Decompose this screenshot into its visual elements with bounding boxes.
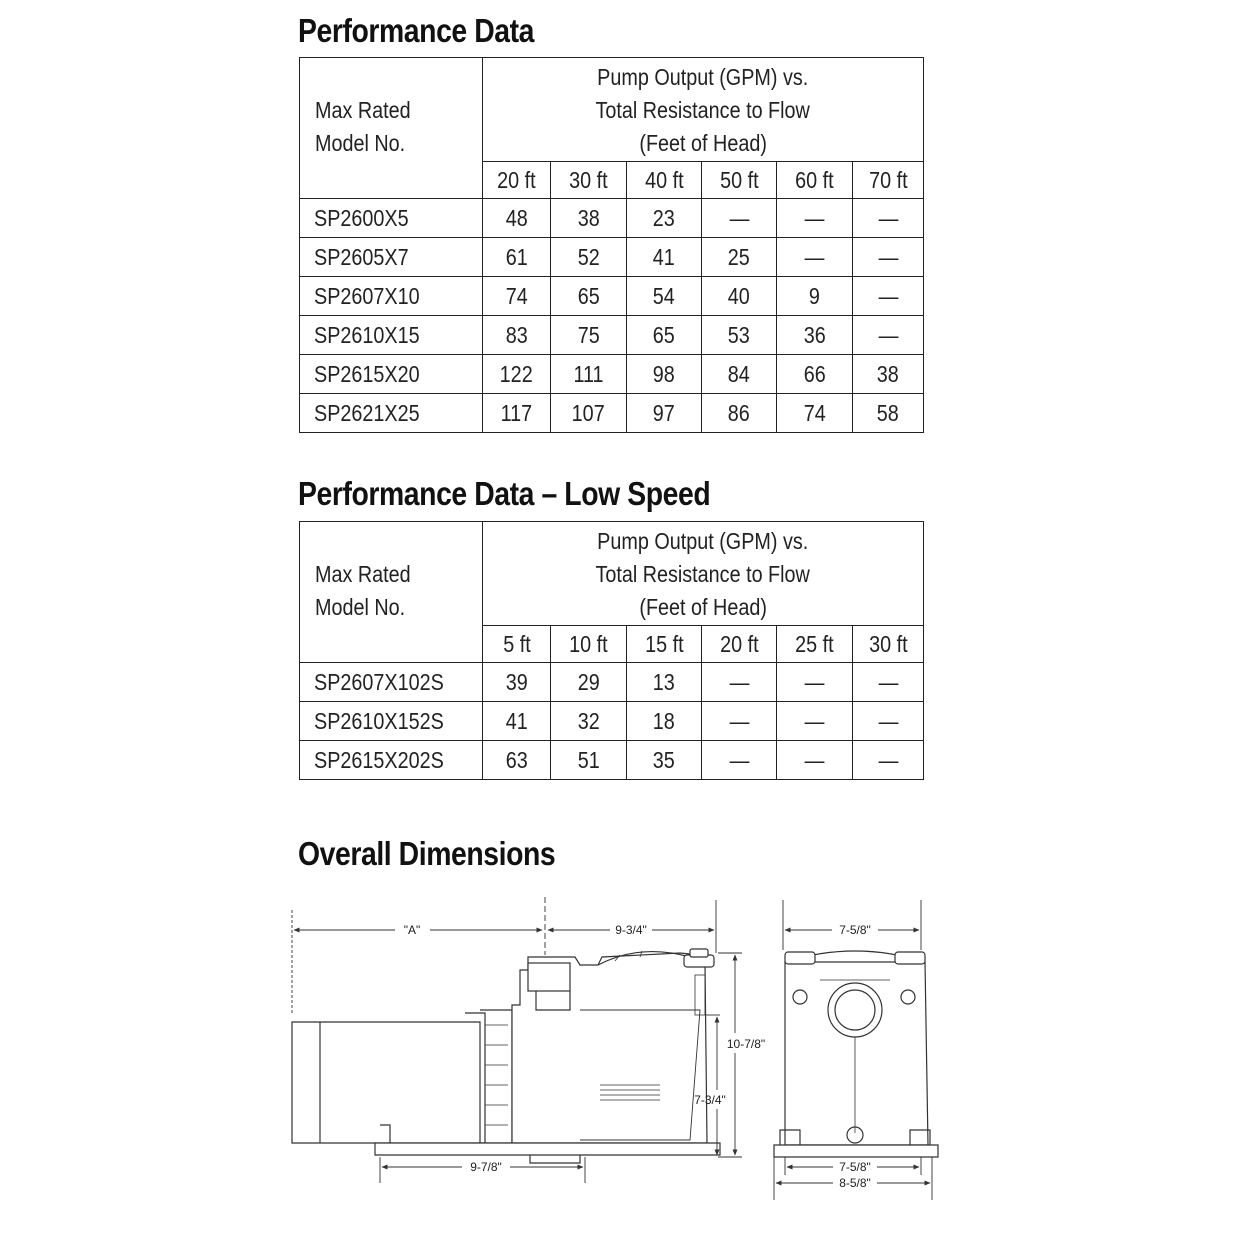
- value-cell: 35: [627, 741, 702, 780]
- value-cell: 75: [551, 316, 627, 355]
- table-row: [300, 199, 924, 238]
- value-cell: —: [777, 238, 853, 277]
- head-column-header: 10 ft: [551, 626, 627, 663]
- value-cell: 52: [551, 238, 627, 277]
- head-column-header: 30 ft: [853, 626, 924, 663]
- head-column-header: 60 ft: [777, 162, 853, 199]
- value-cell: —: [853, 663, 924, 702]
- dim-label-end-base-inner: 7-5/8": [839, 1160, 871, 1174]
- output-group-header: [483, 58, 924, 162]
- dim-label-end-top-width: 7-5/8": [839, 923, 871, 937]
- dim-label-base-length: 9-7/8": [470, 1160, 502, 1174]
- table-row: [300, 238, 924, 277]
- value-cell: 58: [853, 394, 924, 433]
- dim-label-a: "A": [403, 923, 421, 937]
- value-cell: 97: [627, 394, 702, 433]
- model-cell: SP2615X20: [300, 355, 483, 394]
- model-cell: SP2607X102S: [300, 663, 483, 702]
- table-row: [300, 316, 924, 355]
- value-cell: 54: [627, 277, 702, 316]
- table-row: [300, 355, 924, 394]
- value-cell: —: [777, 741, 853, 780]
- value-cell: —: [853, 277, 924, 316]
- value-cell: 32: [551, 702, 627, 741]
- model-header-line-1: Max Rated: [315, 97, 411, 123]
- pump-dimension-drawing: [280, 885, 960, 1215]
- table-row: [300, 663, 924, 702]
- value-cell: 83: [483, 316, 551, 355]
- model-header-line-2: Model No.: [315, 594, 406, 620]
- value-cell: 29: [551, 663, 627, 702]
- model-header-line-2: Model No.: [315, 130, 406, 156]
- value-cell: 39: [483, 663, 551, 702]
- value-cell: 74: [483, 277, 551, 316]
- head-column-header: 20 ft: [483, 162, 551, 199]
- value-cell: —: [777, 663, 853, 702]
- value-cell: 107: [551, 394, 627, 433]
- value-cell: 23: [627, 199, 702, 238]
- value-cell: —: [777, 702, 853, 741]
- value-cell: —: [853, 238, 924, 277]
- dim-label-top-width: 9-3/4": [615, 923, 647, 937]
- value-cell: —: [853, 316, 924, 355]
- group-header-line-1: Pump Output (GPM) vs.: [597, 528, 809, 554]
- performance-data-title: Performance Data: [298, 12, 535, 49]
- value-cell: 122: [483, 355, 551, 394]
- head-column-header: 25 ft: [777, 626, 853, 663]
- value-cell: —: [702, 663, 777, 702]
- value-cell: 36: [777, 316, 853, 355]
- value-cell: 65: [551, 277, 627, 316]
- pump-end-view: [774, 951, 938, 1157]
- value-cell: 53: [702, 316, 777, 355]
- value-cell: 61: [483, 238, 551, 277]
- head-column-header: 70 ft: [853, 162, 924, 199]
- performance-data-low-speed-table: [299, 521, 924, 780]
- value-cell: —: [853, 199, 924, 238]
- performance-data-table: [299, 57, 924, 433]
- model-cell: SP2610X152S: [300, 702, 483, 741]
- model-cell: SP2607X10: [300, 277, 483, 316]
- model-cell: SP2610X15: [300, 316, 483, 355]
- value-cell: 74: [777, 394, 853, 433]
- performance-data-low-speed-title: Performance Data – Low Speed: [298, 475, 711, 512]
- table-row: [300, 741, 924, 780]
- value-cell: 41: [483, 702, 551, 741]
- value-cell: 111: [551, 355, 627, 394]
- value-cell: 117: [483, 394, 551, 433]
- dim-label-height-total: 10-7/8": [726, 1037, 766, 1051]
- pump-side-view: [292, 949, 720, 1163]
- value-cell: —: [777, 199, 853, 238]
- value-cell: 25: [702, 238, 777, 277]
- head-column-header: 5 ft: [483, 626, 551, 663]
- value-cell: 65: [627, 316, 702, 355]
- value-cell: 84: [702, 355, 777, 394]
- head-column-header: 20 ft: [702, 626, 777, 663]
- table-row: [300, 702, 924, 741]
- model-column-header: [300, 522, 483, 663]
- output-group-header: [483, 522, 924, 626]
- dim-label-end-base-outer: 8-5/8": [839, 1176, 871, 1190]
- value-cell: —: [853, 741, 924, 780]
- overall-dimensions-title: Overall Dimensions: [298, 835, 556, 872]
- model-column-header: [300, 58, 483, 199]
- group-header-line-1: Pump Output (GPM) vs.: [597, 64, 809, 90]
- value-cell: —: [853, 702, 924, 741]
- model-cell: SP2605X7: [300, 238, 483, 277]
- value-cell: 18: [627, 702, 702, 741]
- model-cell: SP2600X5: [300, 199, 483, 238]
- head-column-header: 15 ft: [627, 626, 702, 663]
- head-column-header: 40 ft: [627, 162, 702, 199]
- value-cell: 38: [853, 355, 924, 394]
- value-cell: 38: [551, 199, 627, 238]
- value-cell: —: [702, 199, 777, 238]
- value-cell: 40: [702, 277, 777, 316]
- value-cell: —: [702, 741, 777, 780]
- value-cell: 51: [551, 741, 627, 780]
- value-cell: 86: [702, 394, 777, 433]
- value-cell: 66: [777, 355, 853, 394]
- group-header-line-2: Total Resistance to Flow: [595, 97, 811, 123]
- value-cell: 48: [483, 199, 551, 238]
- value-cell: 63: [483, 741, 551, 780]
- model-cell: SP2615X202S: [300, 741, 483, 780]
- head-column-header: 50 ft: [702, 162, 777, 199]
- value-cell: 41: [627, 238, 702, 277]
- model-header-line-1: Max Rated: [315, 561, 411, 587]
- value-cell: —: [702, 702, 777, 741]
- head-column-header: 30 ft: [551, 162, 627, 199]
- dim-label-height-outlet: 7-3/4": [694, 1093, 726, 1107]
- group-header-line-2: Total Resistance to Flow: [595, 561, 811, 587]
- value-cell: 9: [777, 277, 853, 316]
- group-header-line-3: (Feet of Head): [639, 594, 767, 620]
- group-header-line-3: (Feet of Head): [639, 130, 767, 156]
- model-cell: SP2621X25: [300, 394, 483, 433]
- table-row: [300, 394, 924, 433]
- value-cell: 98: [627, 355, 702, 394]
- table-row: [300, 277, 924, 316]
- value-cell: 13: [627, 663, 702, 702]
